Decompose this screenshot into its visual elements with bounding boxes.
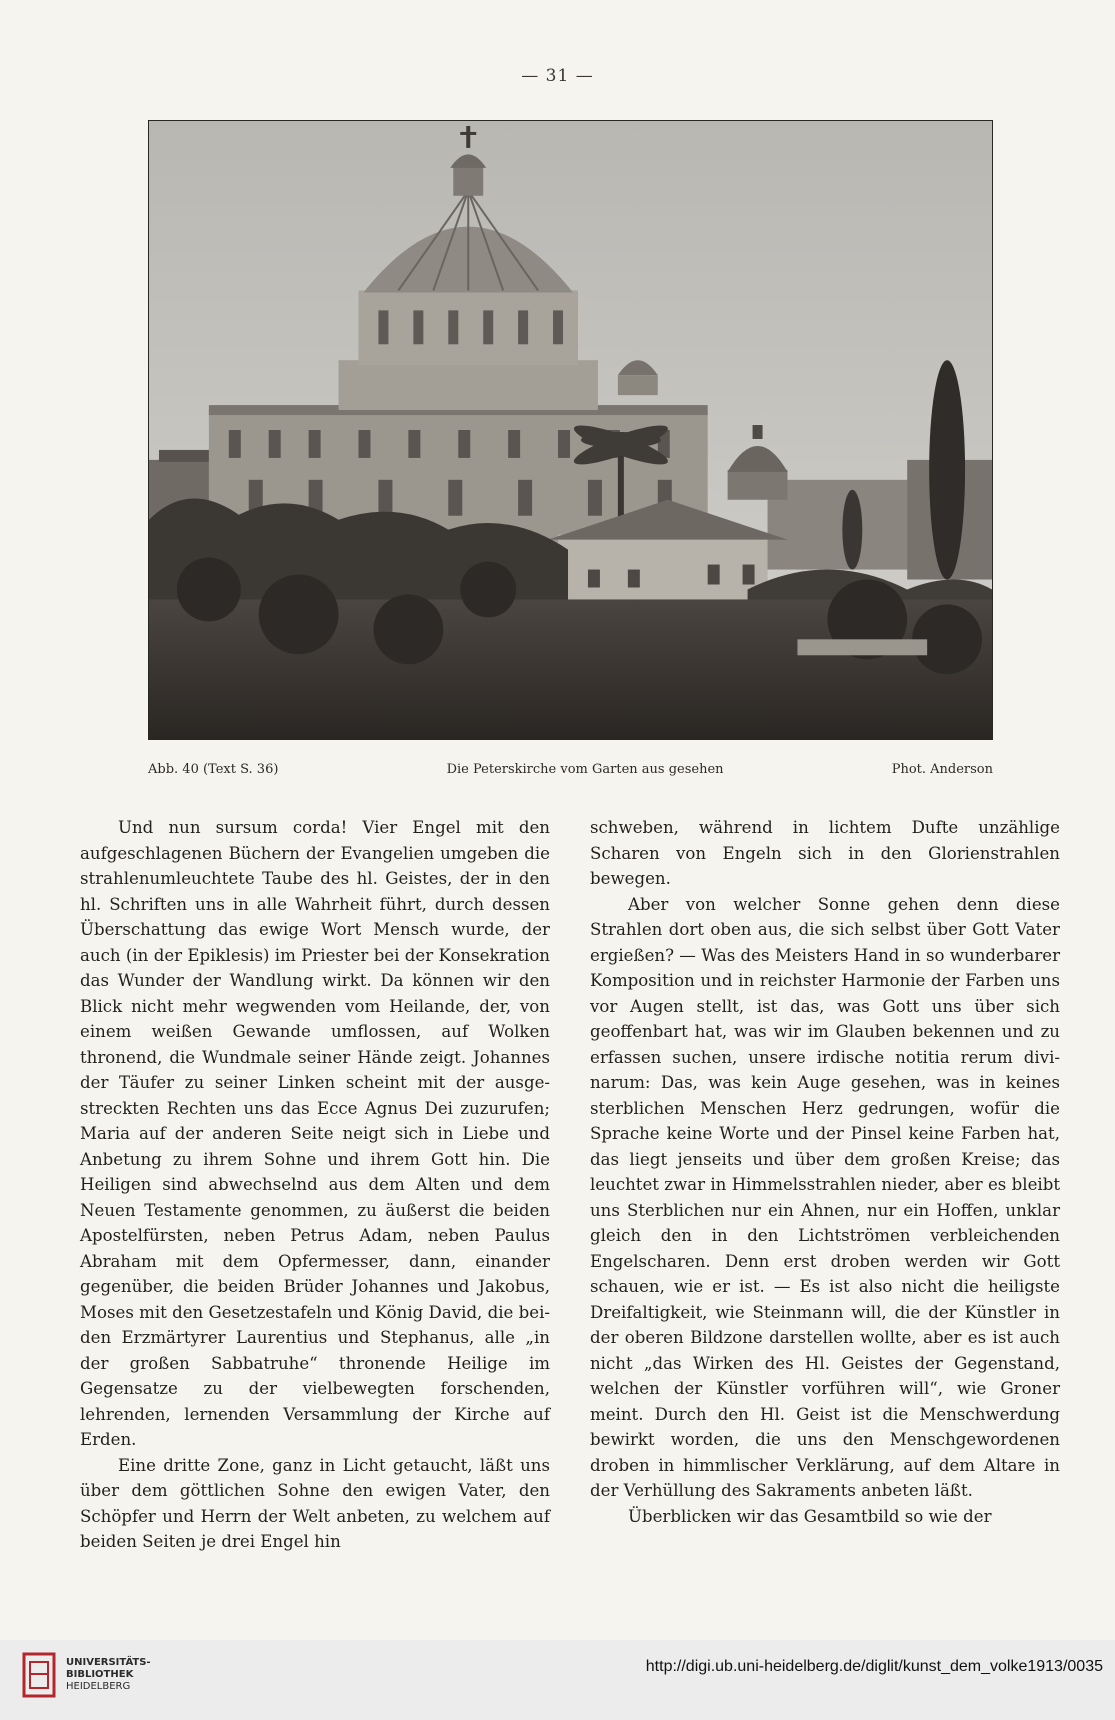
paragraph: Überblicken wir das Gesamtbild so wie der bbox=[628, 1506, 992, 1526]
figure-caption bbox=[148, 762, 993, 777]
page-number: — 31 — bbox=[521, 66, 594, 86]
paragraph: schweben, während in lichtem Dufte unzählige Scharen von Engeln sich in den Glorienstrahlen bewegen. bbox=[590, 818, 1060, 888]
figure-photo bbox=[148, 120, 993, 740]
st-peters-basilica-photo bbox=[149, 121, 992, 739]
library-logo[interactable] bbox=[22, 1652, 151, 1698]
library-footer bbox=[0, 1640, 1115, 1720]
logo-line: HEIDELBERG bbox=[66, 1681, 131, 1692]
figure-label: Abb. 40 (Text S. 36) bbox=[148, 762, 279, 777]
logo-line: BIBLIOTHEK bbox=[66, 1669, 134, 1680]
source-url-link[interactable]: http://digi.ub.uni-heidelberg.de/diglit/kunst_dem_volke1913/0035 bbox=[645, 1658, 1103, 1675]
paragraph: Und nun sursum corda! Vier Engel mit den aufgeschlagenen Büchern der Evangelien umgeben die strahlenumleuchtete Taube des hl. Geistes, der in den hl. Schriften uns in alle Wahrheit führt, durch dessen Überschattung das ewige Wort Mensch wurde, der auch (in der Epiklesis) im Priester bei der Konsekration das Wunder der Wandlung wirkt. Da können wir den Blick nicht mehr wegwenden vom Heilande, der, von einem weißen Gewande umflossen, auf Wolken thronend, die Wundmale seiner Hände zeigt. Johannes der Täufer zu seiner Linken scheint mit der ausgestreckten Rechten uns das Ecce Agnus Dei zuzurufen; Maria auf der anderen Seite neigt sich in Liebe und Anbetung zu ihrem Sohne und ihrem Gott hin. Die Heiligen sind abwechselnd aus dem Alten und dem Neuen Testamente genommen, zu äußerst die beiden Apostelfürsten, neben Petrus Adam, neben Paulus Abraham mit dem Opfermesser, dann, einander gegenüber, die beiden Brüder Johannes und Jakobus, Moses mit den Gesetzestafeln und König David, die beiden Erzmärtyrer Laurentius und Stephanus, alle „in der großen Sabbatruhe“ thronende Heilige im Gegensatze zu der vielbewegten forschenden, lehrenden, lernenden Versammlung der Kirche auf Erden. bbox=[80, 818, 550, 1449]
logo-line: UNIVERSITÄTS- bbox=[66, 1657, 151, 1668]
text-column-right bbox=[590, 815, 1060, 1529]
text-column-left bbox=[80, 815, 550, 1555]
paragraph: Aber von welcher Sonne gehen denn diese Strahlen dort oben aus, die sich selbst über Gott Vater ergießen? — Was des Meisters Hand in so wunderbarer Komposition und in reichster Harmonie der Farben uns vor Augen stellt, ist das, was Gott uns über sich geoffenbart hat, was wir im Glauben bekennen und zu erfassen suchen, unsere irdische notitia rerum divinarum: Das, was kein Auge gesehen, was in keines sterblichen Menschen Herz gedrungen, wofür die Sprache keine Worte und der Pinsel keine Farben hat, das liegt jenseits und über dem großen Kreise; das leuchtet zwar in Himmelsstrahlen nieder, aber es bleibt uns Sterblichen nur ein Ahnen, nur ein Hoffen, unklar gleich den in den Lichtströmen verbleichenden Engelscharen. Denn erst droben werden wir Gott schauen, wie er ist. — Es ist also nicht die heiligste Dreifaltigkeit, wie Steinmann will, die der Künstler in der oberen Bildzone darstellen wollte, aber es ist auch nicht „das Wirken des Hl. Geistes der Gegenstand, welchen der Künstler vorführen will“, wie Groner meint. Durch den Hl. Geist ist die Menschwerdung bewirkt worden, die uns den Menschgewordenen droben in himmlischer Verklärung, auf dem Altare in der Verhüllung des Sakraments anbeten läßt. bbox=[590, 894, 1060, 1500]
library-logo-icon bbox=[22, 1652, 56, 1698]
figure-title: Die Peterskirche vom Garten aus gesehen bbox=[446, 762, 724, 777]
paragraph: Eine dritte Zone, ganz in Licht getaucht, läßt uns über dem göttlichen Sohne den ewigen Vater, den Schöpfer und Herrn der Welt anbeten, zu welchem auf beiden Seiten je drei Engel hin bbox=[80, 1455, 550, 1551]
photo-credit: Phot. Anderson bbox=[891, 762, 993, 777]
